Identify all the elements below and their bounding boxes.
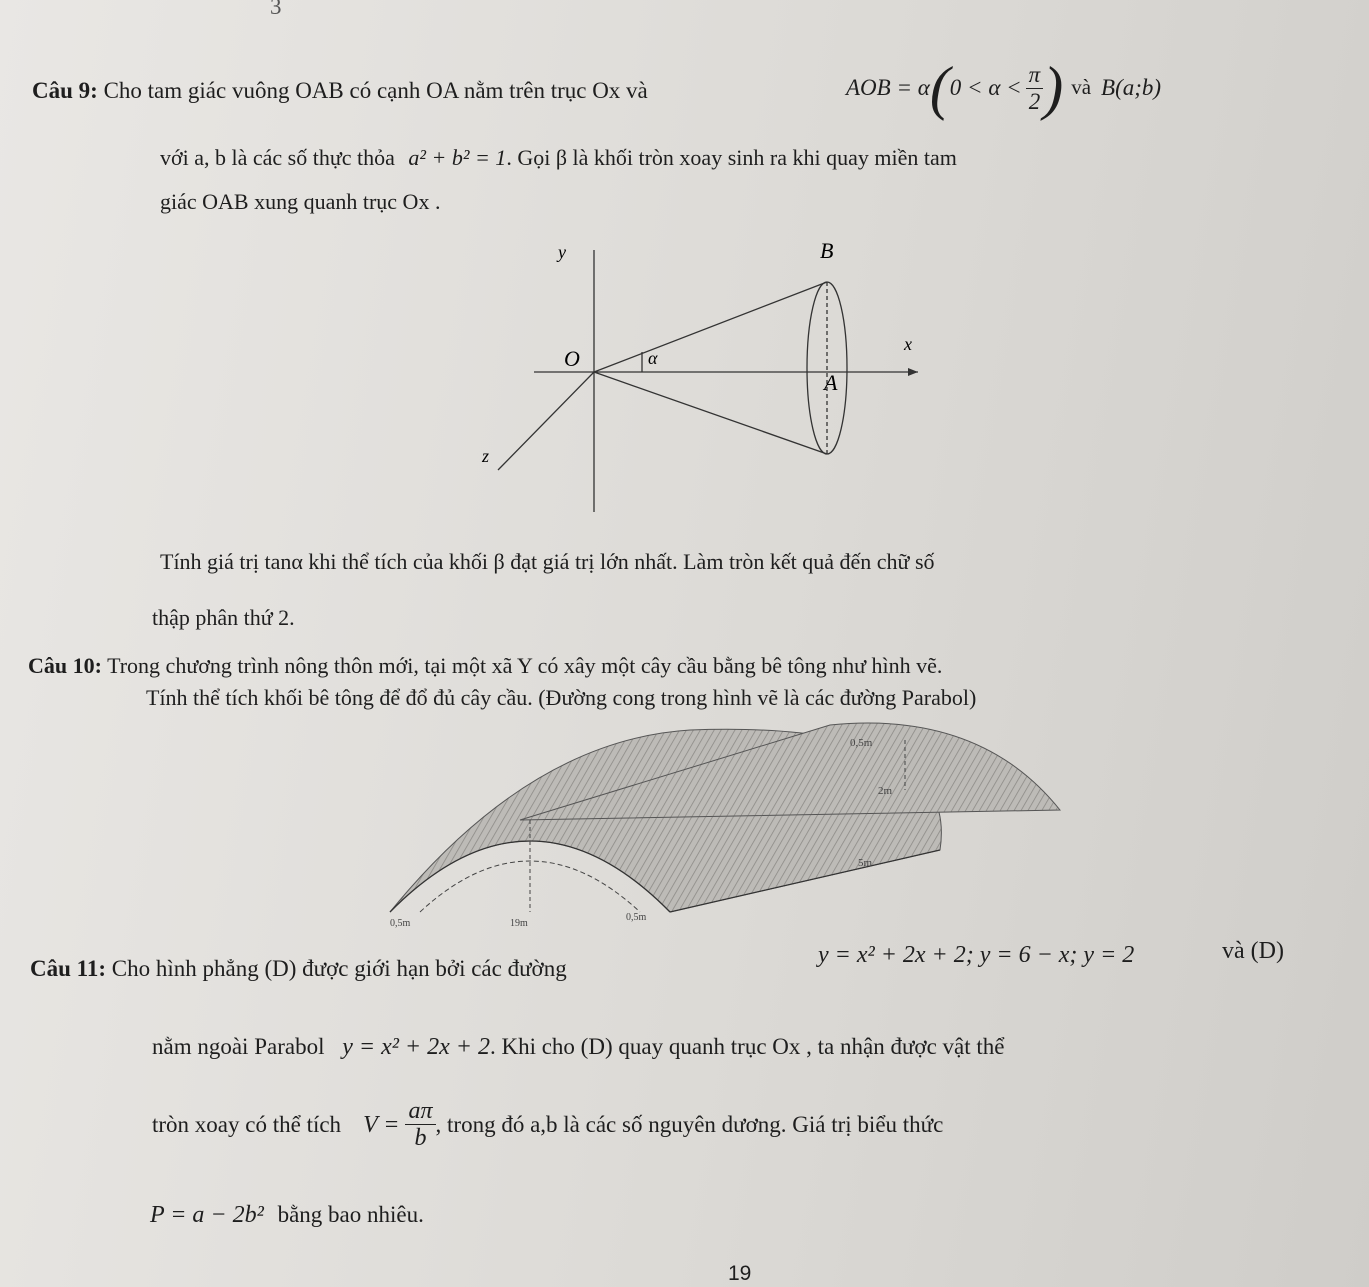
q11-line4-b: bằng bao nhiêu. — [277, 1202, 424, 1227]
label-bottom-2: 19m — [510, 918, 528, 929]
q9-line2-b: . Gọi β là khối tròn xoay sinh ra khi quay miền tam — [506, 145, 957, 170]
q11-volume-v: V = — [363, 1111, 400, 1138]
q9-va: và — [1071, 75, 1092, 100]
q9-two: 2 — [1028, 88, 1041, 114]
q11-line3-b: , trong đó a,b là các số nguyên dương. Giá trị biểu thức — [435, 1112, 944, 1138]
x-arrow — [908, 368, 918, 376]
label-A: A — [824, 370, 838, 395]
label-top-thickness: 0,5m — [850, 737, 873, 749]
q9-angle-condition — [846, 55, 1162, 121]
q11-line1-text: Cho hình phẳng (D) được giới hạn bởi các đường — [111, 956, 567, 981]
q11-denominator: b — [414, 1125, 427, 1152]
q9-cond-left: 0 < α < — [949, 75, 1022, 101]
q9-paren-right: ) — [1043, 55, 1064, 121]
label-B: B — [820, 238, 834, 263]
q9-point-b: B(a;b) — [1101, 75, 1162, 101]
q9-label: Câu 9: — [32, 78, 98, 103]
q9-line2-a: với a, b là các số thực thỏa — [160, 145, 395, 170]
q9-line3: giác OAB xung quanh trục Ox . — [160, 189, 441, 214]
q11-line2-a: nằm ngoài Parabol — [152, 1034, 325, 1059]
q9-line1-text: Cho tam giác vuông OAB có cạnh OA nằm trên trục Ox và — [103, 78, 648, 103]
q9-cone-diagram — [470, 232, 940, 522]
label-width: 5m — [858, 857, 873, 869]
q9-cone-svg — [470, 232, 940, 522]
q11-expression-p: P = a − 2b² — [150, 1202, 264, 1228]
q10-line2: Tính thể tích khối bê tông để đổ đủ cây cầu. (Đường cong trong hình vẽ là các đường Parabol) — [146, 685, 977, 710]
q9-line1 — [32, 78, 648, 103]
q9-paren-left: ( — [929, 55, 950, 121]
label-bottom-3: 0,5m — [626, 912, 647, 923]
q11-line1-end: và (D) — [1222, 938, 1284, 964]
label-z: z — [482, 446, 490, 466]
q11-numerator: aπ — [405, 1098, 435, 1125]
z-axis — [498, 372, 594, 470]
label-y: y — [558, 242, 566, 262]
top-fragment: 3 — [270, 0, 282, 19]
q11-volume-fraction — [405, 1098, 435, 1152]
q10-label: Câu 10: — [28, 653, 102, 678]
segment-OB — [594, 282, 827, 372]
label-alpha: α — [648, 348, 658, 368]
q11-line4 — [150, 1202, 424, 1228]
label-bottom-1: 0,5m — [390, 918, 411, 929]
q11-line1-math: y = x² + 2x + 2; y = 6 − x; y = 2 — [818, 942, 1135, 968]
q9-angle-expr: AOB = α — [846, 75, 930, 101]
q10-bridge-svg — [380, 720, 1070, 930]
q11-line2 — [152, 1034, 1004, 1060]
page-number: 19 — [728, 1262, 752, 1285]
label-x: x — [904, 334, 912, 354]
q11-line2-b: . Khi cho (D) quay quanh trục Ox , ta nhận được vật thể — [489, 1034, 1005, 1059]
q9-pi: π — [1026, 62, 1044, 88]
q10-line1-text: Trong chương trình nông thôn mới, tại một xã Y có xây một cây cầu bằng bê tông như hình vẽ. — [107, 653, 943, 678]
q9-line4: Tính giá trị tanα khi thể tích của khối β đạt giá trị lớn nhất. Làm tròn kết quả đến chữ số — [160, 549, 935, 574]
q11-line3 — [152, 1098, 943, 1152]
q11-line1 — [30, 956, 567, 981]
q9-line2-eq: a² + b² = 1 — [408, 145, 507, 170]
q9-line5: thập phân thứ 2. — [152, 605, 295, 630]
q11-line3-a: tròn xoay có thể tích — [152, 1112, 342, 1138]
q9-line2 — [160, 146, 957, 170]
q9-pi-over-2 — [1026, 62, 1044, 114]
label-O: O — [564, 346, 580, 371]
label-height: 2m — [878, 785, 893, 797]
cone-lower-edge — [594, 372, 827, 454]
q11-label: Câu 11: — [30, 956, 107, 981]
q11-line2-math: y = x² + 2x + 2 — [342, 1034, 490, 1060]
q10-bridge-diagram — [380, 720, 1070, 930]
q10-line1 — [28, 654, 942, 678]
